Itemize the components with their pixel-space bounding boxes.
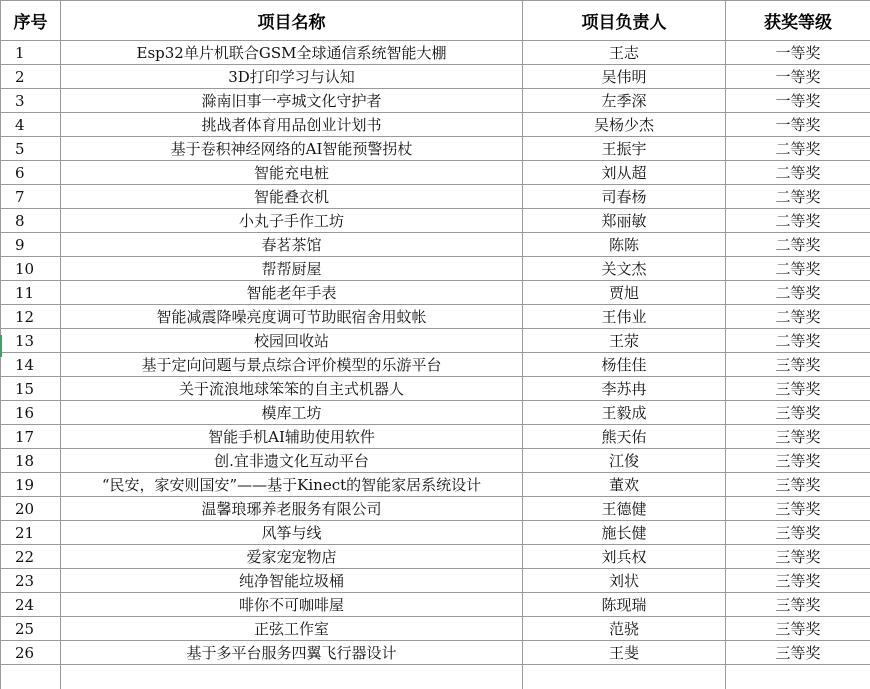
cell-award[interactable]: 三等奖	[726, 521, 870, 545]
cell-award[interactable]: 三等奖	[726, 641, 870, 665]
table-row	[1, 425, 870, 449]
cell-index[interactable]: 13	[1, 329, 61, 353]
table-row	[1, 329, 870, 353]
empty-cell[interactable]	[523, 665, 726, 689]
cell-index[interactable]: 3	[1, 89, 61, 113]
cell-index[interactable]: 26	[1, 641, 61, 665]
table-row	[1, 281, 870, 305]
cell-award[interactable]: 二等奖	[726, 233, 870, 257]
cell-owner[interactable]: 贾旭	[523, 281, 726, 305]
table-row	[1, 65, 870, 89]
cell-owner[interactable]: 王伟业	[523, 305, 726, 329]
cell-index[interactable]: 7	[1, 185, 61, 209]
cell-owner[interactable]: 王德健	[523, 497, 726, 521]
cell-project-name[interactable]: 滁南旧事一亭城文化守护者	[61, 89, 523, 113]
cell-award[interactable]: 三等奖	[726, 425, 870, 449]
table-row	[1, 617, 870, 641]
table-row	[1, 233, 870, 257]
table-row	[1, 257, 870, 281]
table-row	[1, 497, 870, 521]
cell-index[interactable]: 15	[1, 377, 61, 401]
cell-award[interactable]: 一等奖	[726, 41, 870, 65]
cell-index[interactable]: 12	[1, 305, 61, 329]
cell-project-name[interactable]: 爱家宠宠物店	[61, 545, 523, 569]
cell-index[interactable]: 18	[1, 449, 61, 473]
table-row	[1, 593, 870, 617]
table-row	[1, 41, 870, 65]
cell-project-name[interactable]: 智能减震降噪亮度调可节助眠宿舍用蚊帐	[61, 305, 523, 329]
cell-project-name[interactable]: 帮帮厨屋	[61, 257, 523, 281]
cell-award[interactable]: 二等奖	[726, 257, 870, 281]
cell-project-name[interactable]: “民安，家安则国安”——基于Kinect的智能家居系统设计	[61, 473, 523, 497]
cell-project-name[interactable]: 正弦工作室	[61, 617, 523, 641]
cell-project-name[interactable]: 基于卷积神经网络的AI智能预警拐杖	[61, 137, 523, 161]
table-row	[1, 353, 870, 377]
table-row	[1, 161, 870, 185]
cell-project-name[interactable]: 温馨琅琊养老服务有限公司	[61, 497, 523, 521]
cell-award[interactable]: 二等奖	[726, 209, 870, 233]
cell-owner[interactable]: 王振宇	[523, 137, 726, 161]
table-row	[1, 305, 870, 329]
cell-project-name[interactable]: 挑战者体育用品创业计划书	[61, 113, 523, 137]
cell-owner[interactable]: 熊天佑	[523, 425, 726, 449]
cell-owner[interactable]: 郑丽敏	[523, 209, 726, 233]
cell-project-name[interactable]: Esp32单片机联合GSM全球通信系统智能大棚	[61, 41, 523, 65]
cell-award[interactable]: 三等奖	[726, 569, 870, 593]
cell-project-name[interactable]: 智能充电桩	[61, 161, 523, 185]
cell-award[interactable]: 三等奖	[726, 617, 870, 641]
cell-index[interactable]: 24	[1, 593, 61, 617]
cell-index[interactable]: 11	[1, 281, 61, 305]
cell-owner[interactable]: 王荥	[523, 329, 726, 353]
cell-owner[interactable]: 吴伟明	[523, 65, 726, 89]
cell-index[interactable]: 9	[1, 233, 61, 257]
header-award[interactable]: 获奖等级	[726, 1, 870, 41]
cell-owner[interactable]: 刘兵权	[523, 545, 726, 569]
cell-project-name[interactable]: 风筝与线	[61, 521, 523, 545]
cell-award[interactable]: 三等奖	[726, 449, 870, 473]
empty-cell[interactable]	[61, 665, 523, 689]
cell-index[interactable]: 25	[1, 617, 61, 641]
cell-project-name[interactable]: 创.宜非遗文化互动平台	[61, 449, 523, 473]
table-row	[1, 401, 870, 425]
cell-index[interactable]: 19	[1, 473, 61, 497]
cell-index[interactable]: 2	[1, 65, 61, 89]
cell-award[interactable]: 二等奖	[726, 137, 870, 161]
cell-project-name[interactable]: 小丸子手作工坊	[61, 209, 523, 233]
table-row	[1, 449, 870, 473]
cell-index[interactable]: 16	[1, 401, 61, 425]
empty-cell[interactable]	[1, 665, 61, 689]
cell-project-name[interactable]: 基于定向问题与景点综合评价模型的乐游平台	[61, 353, 523, 377]
table-row	[1, 521, 870, 545]
table-row	[1, 569, 870, 593]
table-row	[1, 641, 870, 665]
cell-award[interactable]: 三等奖	[726, 593, 870, 617]
header-name[interactable]: 项目名称	[61, 1, 523, 41]
table-row	[1, 473, 870, 497]
cell-index[interactable]: 6	[1, 161, 61, 185]
header-index[interactable]: 序号	[1, 1, 61, 41]
cell-award[interactable]: 一等奖	[726, 65, 870, 89]
cell-award[interactable]: 二等奖	[726, 185, 870, 209]
cell-award[interactable]: 三等奖	[726, 377, 870, 401]
cell-project-name[interactable]: 关于流浪地球笨笨的自主式机器人	[61, 377, 523, 401]
cell-owner[interactable]: 陈陈	[523, 233, 726, 257]
cell-index[interactable]: 14	[1, 353, 61, 377]
cell-index[interactable]: 8	[1, 209, 61, 233]
cell-owner[interactable]: 司春杨	[523, 185, 726, 209]
table-row	[1, 137, 870, 161]
cell-owner[interactable]: 董欢	[523, 473, 726, 497]
cell-owner[interactable]: 陈现瑞	[523, 593, 726, 617]
cell-index[interactable]: 22	[1, 545, 61, 569]
cell-award[interactable]: 三等奖	[726, 497, 870, 521]
cell-award[interactable]: 二等奖	[726, 281, 870, 305]
table-row	[1, 89, 870, 113]
cell-project-name[interactable]: 智能叠衣机	[61, 185, 523, 209]
cell-index[interactable]: 21	[1, 521, 61, 545]
cell-owner[interactable]: 关文杰	[523, 257, 726, 281]
cell-owner[interactable]: 王志	[523, 41, 726, 65]
empty-cell[interactable]	[726, 665, 870, 689]
table-row	[1, 377, 870, 401]
table-row	[1, 185, 870, 209]
cell-project-name[interactable]: 校园回收站	[61, 329, 523, 353]
cell-award[interactable]: 二等奖	[726, 329, 870, 353]
cell-award[interactable]: 二等奖	[726, 161, 870, 185]
cell-award[interactable]: 三等奖	[726, 473, 870, 497]
table-row	[1, 113, 870, 137]
cell-project-name[interactable]: 啡你不可咖啡屋	[61, 593, 523, 617]
empty-row	[1, 665, 870, 689]
cell-owner[interactable]: 左季深	[523, 89, 726, 113]
row-selection-marker	[0, 335, 2, 357]
cell-index[interactable]: 5	[1, 137, 61, 161]
cell-project-name[interactable]: 3D打印学习与认知	[61, 65, 523, 89]
cell-owner[interactable]: 吴杨少杰	[523, 113, 726, 137]
table-body	[1, 41, 870, 689]
cell-index[interactable]: 4	[1, 113, 61, 137]
cell-owner[interactable]: 刘状	[523, 569, 726, 593]
cell-project-name[interactable]: 纯净智能垃圾桶	[61, 569, 523, 593]
cell-project-name[interactable]: 春茗茶馆	[61, 233, 523, 257]
cell-project-name[interactable]: 模库工坊	[61, 401, 523, 425]
cell-owner[interactable]: 范骁	[523, 617, 726, 641]
cell-award[interactable]: 三等奖	[726, 353, 870, 377]
cell-project-name[interactable]: 智能老年手表	[61, 281, 523, 305]
cell-index[interactable]: 20	[1, 497, 61, 521]
cell-owner[interactable]: 王毅成	[523, 401, 726, 425]
cell-owner[interactable]: 江俊	[523, 449, 726, 473]
cell-owner[interactable]: 王斐	[523, 641, 726, 665]
cell-index[interactable]: 1	[1, 41, 61, 65]
cell-owner[interactable]: 刘从超	[523, 161, 726, 185]
header-row	[1, 1, 870, 41]
cell-project-name[interactable]: 基于多平台服务四翼飞行器设计	[61, 641, 523, 665]
cell-owner[interactable]: 李苏冉	[523, 377, 726, 401]
header-owner[interactable]: 项目负责人	[523, 1, 726, 41]
cell-index[interactable]: 10	[1, 257, 61, 281]
cell-award[interactable]: 一等奖	[726, 113, 870, 137]
cell-project-name[interactable]: 智能手机AI辅助使用软件	[61, 425, 523, 449]
cell-award[interactable]: 一等奖	[726, 89, 870, 113]
cell-owner[interactable]: 施长健	[523, 521, 726, 545]
table-row	[1, 209, 870, 233]
cell-index[interactable]: 17	[1, 425, 61, 449]
cell-owner[interactable]: 杨佳佳	[523, 353, 726, 377]
cell-award[interactable]: 二等奖	[726, 305, 870, 329]
cell-award[interactable]: 三等奖	[726, 545, 870, 569]
cell-index[interactable]: 23	[1, 569, 61, 593]
cell-award[interactable]: 三等奖	[726, 401, 870, 425]
table-row	[1, 545, 870, 569]
